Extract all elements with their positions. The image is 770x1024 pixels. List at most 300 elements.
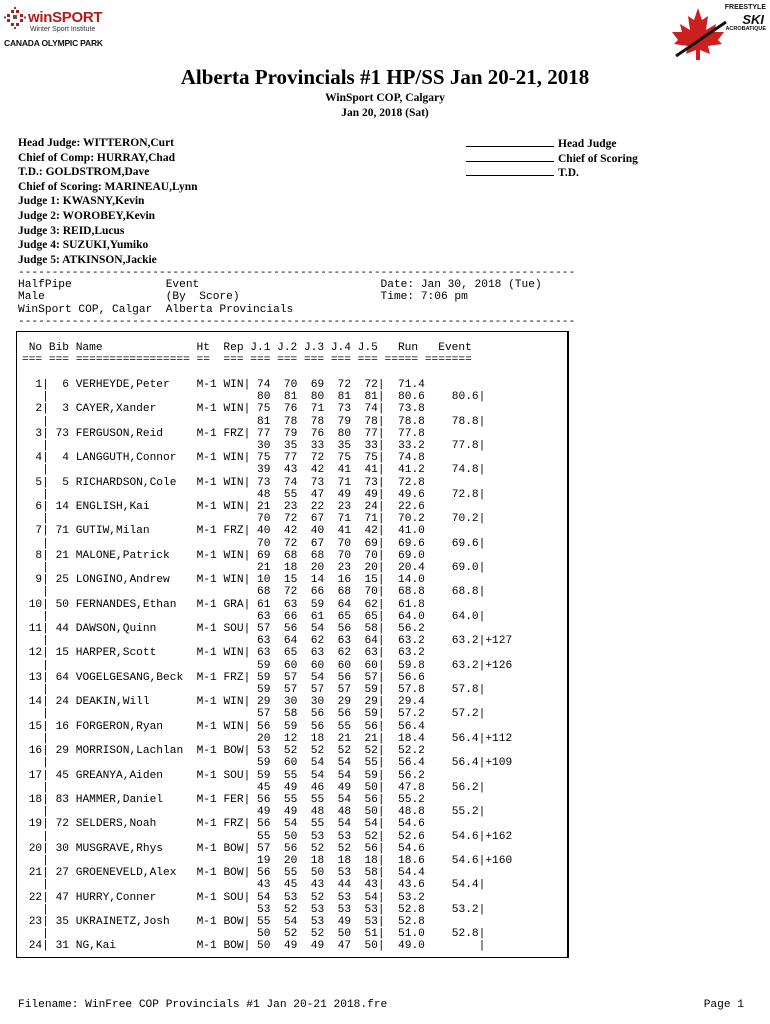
cell-ht [197, 684, 224, 696]
cell-rep [223, 586, 243, 598]
event-info [18, 267, 575, 328]
cell-no-pipe: | [42, 391, 49, 404]
cell-rep-pipe: | [243, 501, 251, 514]
cell-event: 78.8 [424, 415, 479, 428]
cell-no-pipe: | [42, 586, 49, 599]
cell-judges: 73 74 73 71 73 [250, 476, 378, 489]
cell-ht: M-1 [196, 574, 224, 587]
cell-no: 4 [22, 452, 43, 465]
cell-j5-pipe: | [377, 415, 385, 428]
event-line-3: WinSport COP, Calgar Alberta Provincials [18, 303, 294, 316]
cell-event: 69.6 [424, 537, 479, 550]
cell-bib [49, 806, 76, 818]
cell-no-pipe: | [42, 928, 49, 941]
cell-no [22, 660, 42, 672]
cell-judges: 56 59 56 55 56 [250, 720, 378, 733]
cell-name: FERNANDES,Ethan [75, 598, 197, 611]
cell-event: 74.8 [424, 464, 479, 477]
cell-ht [197, 562, 224, 574]
cell-bib: 21 [48, 549, 76, 562]
cell-no: 18 [22, 793, 43, 806]
official-judge-4: Judge 4: SUZUKI,Yumiko [18, 239, 149, 252]
cell-tiebreak: +160 [485, 854, 513, 867]
official-judge-2: Judge 2: WOROBEY,Kevin [18, 209, 156, 222]
cell-rep [223, 611, 243, 623]
cell-j5-pipe: | [377, 818, 385, 831]
cell-j5-pipe: | [377, 537, 385, 550]
table-row [22, 879, 512, 891]
cell-rep-pipe: | [243, 696, 251, 709]
cell-bib: 6 [48, 379, 76, 391]
cell-j5-pipe: | [377, 903, 385, 916]
cell-judges: 74 70 69 72 72 [250, 379, 378, 391]
cell-no-pipe: | [42, 549, 49, 562]
cell-rep [223, 733, 243, 745]
table-row [22, 928, 512, 940]
cell-rep [223, 831, 243, 843]
cell-event-pipe: | [478, 513, 486, 526]
cell-judges: 59 57 54 56 57 [250, 671, 378, 684]
cell-event [425, 770, 479, 782]
cell-no-pipe: | [42, 623, 49, 636]
cell-event-pipe: | [478, 854, 486, 867]
cell-event-pipe: | [478, 586, 486, 599]
cell-j5-pipe: | [377, 635, 385, 648]
cell-run: 61.8 [384, 598, 425, 611]
cell-rep [223, 464, 243, 476]
cell-j5-pipe: | [377, 732, 385, 745]
cell-event [425, 452, 479, 464]
cell-rep [223, 513, 243, 525]
cell-rep [223, 708, 243, 720]
cell-bib: 71 [48, 525, 76, 538]
cell-event: 69.0 [424, 562, 479, 575]
cell-no [22, 879, 42, 891]
cell-name [76, 464, 197, 476]
cell-bib: 14 [48, 501, 76, 514]
cell-rep [223, 757, 243, 769]
cell-no-pipe: | [42, 415, 49, 428]
rule-top: ----------------------------------------------------------------------------------- [18, 267, 576, 279]
cell-j5-pipe: | [377, 391, 385, 404]
cell-j5-pipe: | [377, 671, 385, 684]
cell-j5-pipe: | [377, 464, 385, 477]
cell-event-pipe: | [478, 732, 486, 745]
cell-judges: 69 68 68 70 70 [250, 549, 378, 562]
cell-ht [197, 586, 224, 598]
cell-no-pipe: | [42, 513, 49, 526]
cell-run: 41.2 [384, 464, 425, 477]
cell-no-pipe: | [42, 720, 49, 733]
cell-judges: 29 30 30 29 29 [250, 696, 378, 709]
cell-rep [223, 879, 243, 891]
cell-event-pipe: | [478, 440, 486, 453]
cell-tiebreak: +126 [485, 659, 513, 672]
cell-no [22, 904, 42, 916]
column-headers: No Bib Name Ht Rep J.1 J.2 J.3 J.4 J.5 Run Event [22, 342, 472, 354]
cell-j5-pipe: | [377, 745, 385, 758]
cell-no: 16 [22, 745, 43, 758]
cell-name: GREANYA,Aiden [75, 769, 197, 782]
cell-run: 56.6 [384, 671, 425, 684]
signature-head-judge [466, 136, 638, 151]
cell-event [425, 477, 479, 489]
cell-event-pipe: | [478, 781, 486, 794]
signature-line [466, 151, 554, 162]
cell-no: 17 [22, 769, 43, 782]
cell-bib [49, 489, 76, 501]
cell-bib: 47 [48, 891, 76, 904]
cell-no-pipe: | [42, 854, 49, 867]
cell-event [425, 745, 479, 757]
cell-j5-pipe: | [377, 488, 385, 501]
cell-rep: WIN [223, 647, 244, 660]
cell-no [22, 684, 42, 696]
cell-judges: 59 60 60 60 60 [250, 659, 378, 672]
cell-event [425, 843, 479, 855]
cell-event [425, 867, 479, 879]
page-title: Alberta Provincials #1 HP/SS Jan 20-21, 2018 [180, 65, 590, 89]
cell-no: 23 [22, 915, 43, 928]
cell-bib: 24 [48, 696, 76, 709]
cell-j5-pipe: | [377, 586, 385, 599]
cell-run: 33.2 [384, 440, 425, 453]
cell-event-pipe [479, 599, 486, 611]
cell-ht: M-1 [196, 452, 224, 465]
cell-no: 20 [22, 842, 43, 855]
cell-judges: 57 56 52 52 56 [250, 842, 378, 855]
table-row [22, 696, 512, 708]
cell-event: 54.4 [424, 879, 479, 892]
cell-no [22, 538, 42, 550]
cell-j5-pipe: | [377, 574, 385, 587]
cell-j5-pipe: | [377, 781, 385, 794]
cell-name [76, 684, 197, 696]
cell-bib [49, 611, 76, 623]
cell-rep-pipe: | [243, 647, 251, 660]
cell-rep [223, 440, 243, 452]
cell-event [425, 599, 479, 611]
cell-rep [223, 782, 243, 794]
cell-judges: 70 72 67 70 69 [250, 537, 378, 550]
cell-no-pipe: | [42, 537, 49, 550]
cell-name: MORRISON,Lachlan [75, 745, 197, 758]
table-row [22, 708, 512, 720]
cell-rep: BOW [223, 867, 244, 880]
cell-run: 48.8 [384, 806, 425, 819]
cell-name [76, 538, 197, 550]
cell-no-pipe: | [42, 745, 49, 758]
cell-rep: FRZ [223, 818, 244, 831]
cell-bib [49, 416, 76, 428]
cell-ht: M-1 [196, 671, 224, 684]
cell-ht: M-1 [196, 891, 224, 904]
cell-ht [197, 660, 224, 672]
cell-event: 53.2 [424, 903, 479, 916]
cell-judges: 75 76 71 73 74 [250, 403, 378, 416]
cell-rep: SOU [223, 769, 244, 782]
cell-event-pipe [479, 501, 486, 513]
cell-no [22, 562, 42, 574]
cell-run: 52.2 [384, 745, 425, 758]
cell-event-pipe [479, 818, 486, 830]
cell-name [76, 391, 197, 403]
cell-name: FORGERON,Ryan [75, 720, 197, 733]
cell-run: 57.8 [384, 684, 425, 697]
cell-event-pipe: | [478, 488, 486, 501]
cell-no-pipe: | [42, 806, 49, 819]
cell-run: 18.6 [384, 854, 425, 867]
cell-event-pipe [479, 916, 486, 928]
footer-filename: Filename: WinFree COP Provincials #1 Jan 20-21 2018.fre [18, 999, 388, 1011]
cell-no: 14 [22, 696, 43, 709]
cell-run: 56.2 [384, 623, 425, 636]
cell-event-pipe [479, 477, 486, 489]
table-row [22, 525, 512, 537]
cell-event [425, 721, 479, 733]
cell-event-pipe [479, 574, 486, 586]
cell-name [76, 489, 197, 501]
cell-no [22, 416, 42, 428]
cell-event: 55.2 [424, 806, 479, 819]
cell-judges: 56 55 55 54 56 [250, 793, 378, 806]
cell-rep-pipe: | [243, 379, 251, 391]
winsport-brand: winSPORT [28, 9, 103, 26]
cell-rep-pipe: | [243, 427, 251, 440]
cell-event-pipe [479, 794, 486, 806]
table-row [22, 428, 512, 440]
table-row [22, 904, 512, 916]
cell-judges: 10 15 14 16 15 [250, 574, 378, 587]
cell-no: 5 [22, 476, 43, 489]
cell-run: 73.8 [384, 403, 425, 416]
cell-event-pipe: | [478, 391, 486, 404]
cell-bib: 72 [48, 818, 76, 831]
cell-name [76, 416, 197, 428]
cell-rep-pipe: | [243, 769, 251, 782]
cell-judges: 63 65 63 62 63 [250, 647, 378, 660]
cell-no-pipe: | [42, 940, 49, 953]
logo-line-ski: SKI [742, 12, 764, 27]
cell-ht: M-1 [196, 793, 224, 806]
cell-judges: 81 78 78 79 78 [250, 415, 378, 428]
cell-j5-pipe: | [377, 842, 385, 855]
cell-no-pipe: | [42, 842, 49, 855]
cell-no [22, 831, 42, 843]
cell-name: RICHARDSON,Cole [75, 476, 197, 489]
cell-event-pipe: | [478, 610, 486, 623]
cell-run: 56.4 [384, 757, 425, 770]
column-underlines: === === ================= == === === === === === === ===== ======= [22, 354, 472, 367]
cell-run: 20.4 [384, 562, 425, 575]
cell-ht: M-1 [196, 598, 224, 611]
cell-no-pipe: | [42, 574, 49, 587]
cell-name: NG,Kai [75, 940, 197, 953]
cell-event: 63.2 [424, 635, 479, 648]
cell-bib [49, 562, 76, 574]
cell-judges: 55 50 53 53 52 [250, 830, 378, 843]
cell-no: 9 [22, 574, 43, 587]
cell-event-pipe [479, 892, 486, 904]
cell-event-pipe: | [478, 659, 486, 672]
cell-judges: 21 18 20 23 20 [250, 562, 378, 575]
cell-rep: BOW [223, 745, 244, 758]
cell-event-pipe: | [478, 562, 486, 575]
cell-event: 56.4 [424, 757, 479, 770]
table-row [22, 818, 512, 830]
cell-no-pipe: | [42, 440, 49, 453]
winsport-venue: CANADA OLYMPIC PARK [4, 38, 103, 48]
cell-judges: 59 60 54 54 55 [250, 757, 378, 770]
cell-no-pipe: | [42, 732, 49, 745]
cell-judges: 39 43 42 41 41 [250, 464, 378, 477]
table-row [22, 782, 512, 794]
cell-judges: 20 12 18 21 21 [250, 732, 378, 745]
cell-rep-pipe: | [243, 549, 251, 562]
cell-event-pipe [479, 867, 486, 879]
cell-run: 70.2 [384, 513, 425, 526]
cell-no-pipe: | [42, 769, 49, 782]
cell-run: 77.8 [384, 427, 425, 440]
cell-no-pipe: | [42, 757, 49, 770]
cell-name [76, 708, 197, 720]
table-row [22, 452, 512, 464]
cell-rep [223, 489, 243, 501]
cell-no: 11 [22, 623, 43, 636]
cell-event: 56.4 [424, 732, 479, 745]
cell-run: 80.6 [384, 391, 425, 404]
cell-rep: BOW [223, 842, 244, 855]
cell-name: DAWSON,Quinn [75, 623, 197, 636]
cell-name: LONGINO,Andrew [75, 574, 197, 587]
cell-run: 54.6 [384, 842, 425, 855]
official-judge-5: Judge 5: ATKINSON,Jackie [18, 253, 157, 266]
cell-run: 43.6 [384, 879, 425, 892]
logo-line-acrobatique: ACROBATIQUE [725, 26, 766, 32]
cell-event [425, 892, 479, 904]
cell-rep [223, 684, 243, 696]
cell-name [76, 635, 197, 647]
cell-event [425, 428, 479, 440]
cell-ht [197, 708, 224, 720]
cell-name: VOGELGESANG,Beck [75, 671, 197, 684]
cell-event [425, 623, 479, 635]
cell-ht [197, 733, 224, 745]
cell-rep-pipe: | [243, 818, 251, 831]
cell-run: 69.6 [384, 537, 425, 550]
signature-line [466, 165, 554, 176]
table-row [22, 501, 512, 513]
cell-run: 52.8 [384, 915, 425, 928]
cell-rep-pipe: | [243, 940, 251, 953]
cell-event: 80.6 [424, 391, 479, 404]
cell-j5-pipe: | [377, 610, 385, 623]
cell-judges: 49 49 48 48 50 [250, 806, 378, 819]
cell-name [76, 831, 197, 843]
cell-ht [197, 538, 224, 550]
cell-bib [49, 586, 76, 598]
cell-event: 52.8 [424, 928, 479, 941]
cell-judges: 63 66 61 65 65 [250, 610, 378, 623]
cell-name: VERHEYDE,Peter [75, 379, 197, 391]
table-row [22, 550, 512, 562]
cell-event: 63.2 [424, 659, 479, 672]
cell-ht [197, 757, 224, 769]
table-row [22, 867, 512, 879]
cell-no [22, 635, 42, 647]
cell-name: CAYER,Xander [75, 403, 197, 416]
table-row [22, 733, 512, 745]
table-row [22, 586, 512, 598]
cell-rep: WIN [223, 696, 244, 709]
cell-bib [49, 733, 76, 745]
cell-bib [49, 684, 76, 696]
cell-event-pipe: | [478, 635, 486, 648]
cell-bib: 4 [48, 452, 76, 465]
cell-name [76, 806, 197, 818]
cell-j5-pipe: | [377, 598, 385, 611]
cell-tiebreak: +112 [485, 732, 513, 745]
table-row [22, 635, 512, 647]
cell-no: 12 [22, 647, 43, 660]
maple-leaf-icon [668, 4, 728, 62]
cell-bib [49, 831, 76, 843]
cell-j5-pipe: | [377, 501, 385, 514]
cell-run: 54.6 [384, 818, 425, 831]
cell-name [76, 611, 197, 623]
cell-rep-pipe: | [243, 720, 251, 733]
cell-j5-pipe: | [377, 525, 385, 538]
official-td: T.D.: GOLDSTROM,Dave [18, 166, 150, 179]
table-row [22, 464, 512, 476]
table-row [22, 489, 512, 501]
cell-ht: M-1 [196, 647, 224, 660]
cell-bib [49, 513, 76, 525]
cell-ht [197, 464, 224, 476]
cell-no: 7 [22, 525, 43, 538]
cell-bib: 16 [48, 720, 76, 733]
officials-list [18, 136, 198, 267]
cell-rep [223, 635, 243, 647]
cell-run: 55.2 [384, 793, 425, 806]
table-row [22, 599, 512, 611]
cell-rep: WIN [223, 452, 244, 465]
cell-no [22, 928, 42, 940]
cell-run: 64.0 [384, 610, 425, 623]
cell-no-pipe: | [42, 696, 49, 709]
cell-run: 56.4 [384, 720, 425, 733]
cell-bib: 31 [48, 940, 76, 953]
cell-judges: 59 57 57 57 59 [250, 684, 378, 697]
cell-event: 57.8 [424, 684, 479, 697]
cell-judges: 59 55 54 54 59 [250, 769, 378, 782]
cell-event-pipe [479, 623, 486, 635]
cell-judges: 19 20 18 18 18 [250, 854, 378, 867]
cell-ht: M-1 [196, 720, 224, 733]
cell-rep-pipe: | [243, 623, 251, 636]
cell-j5-pipe: | [377, 452, 385, 465]
cell-ht [197, 831, 224, 843]
cell-event: 64.0 [424, 610, 479, 623]
cell-no: 24 [22, 940, 43, 953]
cell-run: 63.2 [384, 635, 425, 648]
cell-judges: 55 54 53 49 53 [250, 915, 378, 928]
cell-event-pipe [479, 647, 486, 659]
cell-no-pipe: | [42, 708, 49, 721]
cell-j5-pipe: | [377, 879, 385, 892]
cell-j5-pipe: | [377, 867, 385, 880]
cell-rep-pipe: | [243, 403, 251, 416]
